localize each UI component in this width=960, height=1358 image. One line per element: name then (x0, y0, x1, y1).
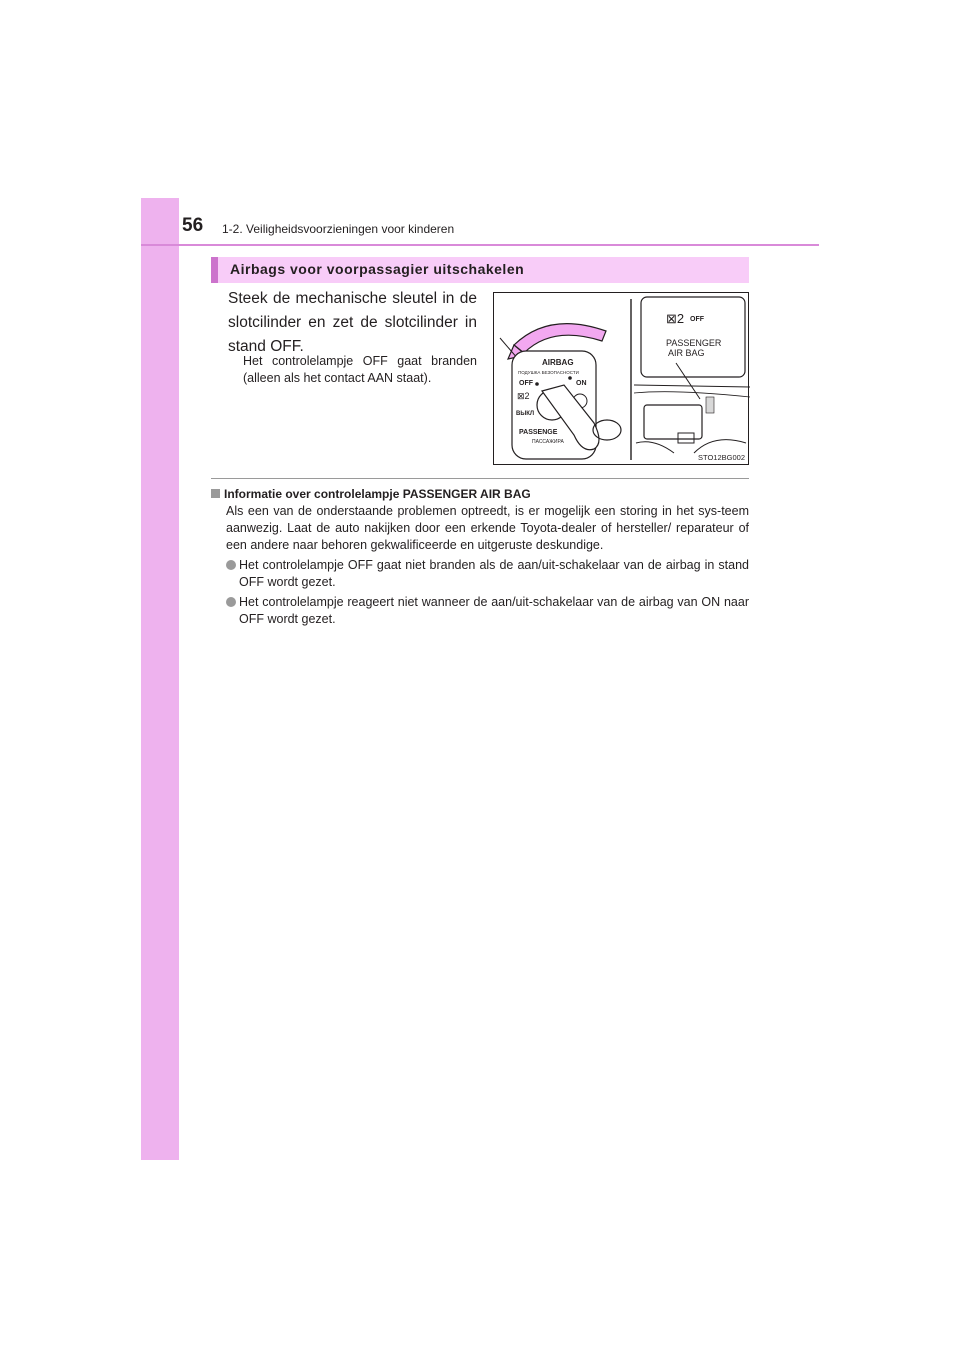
bullet-dot-icon (226, 597, 236, 607)
on-dot-icon (568, 376, 572, 380)
section-header (211, 257, 749, 283)
info-heading-text: Informatie over controlelampje PASSENGER AIR BAG (224, 487, 531, 501)
russian-passenger-label: ПАССАЖИРА (532, 439, 564, 445)
center-display (644, 405, 702, 439)
figure-code: STO12BG002 (698, 453, 745, 462)
off-dot-icon (535, 382, 539, 386)
indicator-passenger-label: PASSENGER (666, 338, 722, 348)
indicator-airbag-label: AIR BAG (668, 348, 705, 358)
info-body: Als een van de onderstaande problemen optreedt, is er mogelijk een storing in het sys-teem aanwezig. Laat de auto nakijken door een erkende Toyota-dealer of hersteller/ reparateur of een andere naar behoren gekwalificeerde en uitgeruste deskundige. (226, 504, 749, 552)
passenger-label: PASSENGE (519, 429, 558, 436)
step-note: Het controlelampje OFF gaat branden (alleen als het contact AAN staat). (243, 354, 477, 385)
list-item-text: Het controlelampje reageert niet wanneer de aan/uit-schakelaar van de airbag van ON naar OFF wordt gezet. (239, 595, 749, 626)
off-label: OFF (519, 380, 533, 387)
vent-right (694, 440, 746, 453)
info-heading (211, 487, 531, 501)
rotate-arrow-icon (514, 324, 606, 353)
section-title: Airbags voor voorpassagier uitschakelen (230, 261, 525, 277)
list-item (226, 557, 749, 591)
passenger-airbag-off-icon: ⊠2 (517, 391, 530, 401)
dashboard-line (634, 392, 750, 397)
square-bullet-icon (211, 489, 220, 498)
header-rule (141, 244, 819, 246)
vent-left (636, 442, 674, 453)
on-label: ON (576, 380, 587, 387)
list-item-text: Het controlelampje OFF gaat niet branden als de aan/uit-schakelaar van de airbag in stand OFF wordt gezet. (239, 558, 749, 589)
indicator-panel (641, 297, 745, 377)
section-divider (211, 478, 749, 479)
bullet-dot-icon (226, 560, 236, 570)
passenger-airbag-status-icon: ⊠2 (666, 311, 685, 326)
airbag-russian-label: ПОДУШКА БЕЗОПАСНОСТИ (518, 370, 579, 375)
airbag-switch-illustration (493, 292, 749, 465)
chapter-title: 1-2. Veiligheidsvoorzieningen voor kinderen (222, 222, 455, 236)
indicator-lamp (706, 397, 714, 413)
list-item (226, 594, 749, 628)
indicator-off-label: OFF (690, 316, 704, 323)
page-number: 56 (182, 215, 204, 236)
side-tab-strip (141, 198, 179, 1160)
airbag-label: AIRBAG (542, 358, 574, 367)
illustration-drawing (494, 293, 750, 466)
step-instruction: Steek de mechanische sleutel in de slotcilinder en zet de slotcilinder in stand OFF. (228, 290, 477, 355)
russian-off-label: ВЫКЛ (516, 411, 535, 417)
